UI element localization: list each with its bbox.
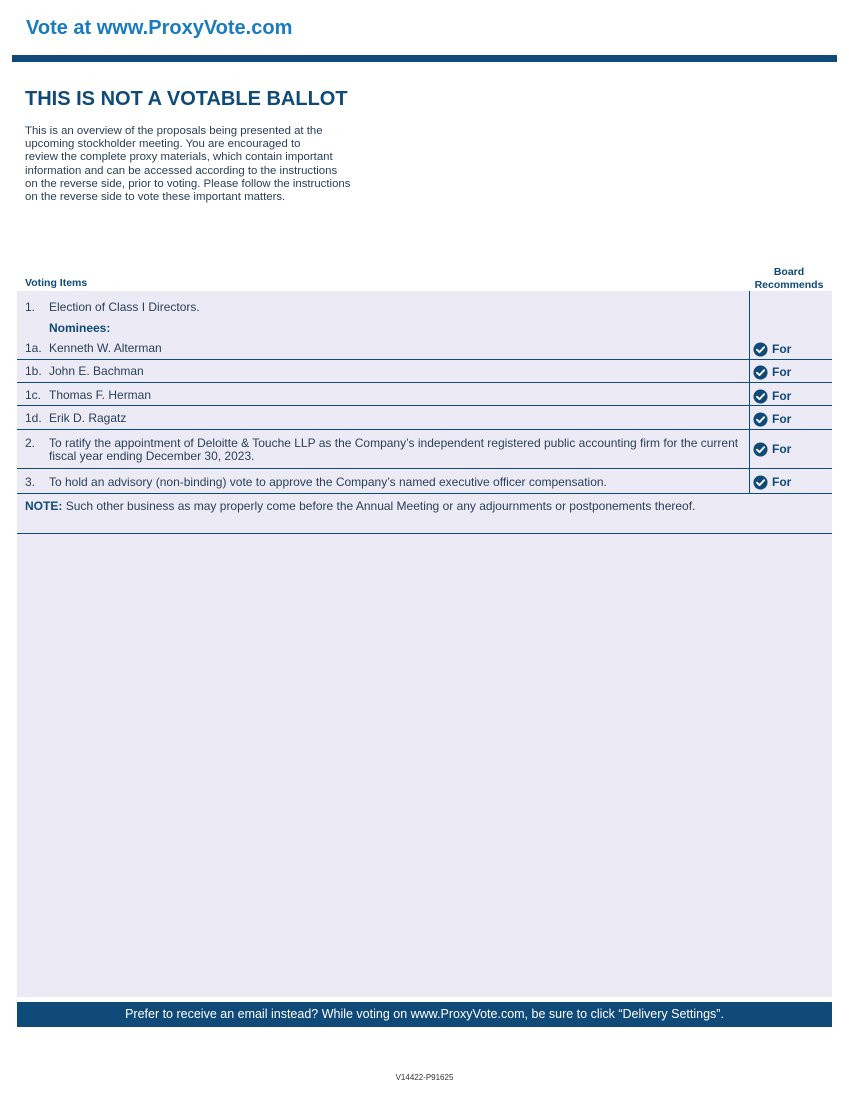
check-circle-icon (753, 475, 768, 490)
check-circle-icon (753, 412, 768, 427)
item-number: 1. (25, 300, 36, 314)
recommendation-label: For (772, 389, 792, 403)
intro-line: on the reverse side, prior to voting. Please follow the instructions (25, 177, 351, 190)
check-circle-icon (753, 365, 768, 380)
recommendation-3 (753, 474, 791, 490)
item-text: To ratify the appointment of Deloitte & Touche LLP as the Company’s independent registered public accounting firm for the current fiscal year ending December 30, 2023. (49, 436, 739, 463)
row-divider (17, 359, 832, 360)
recommendation-1c (753, 388, 791, 404)
voting-item-1d (25, 412, 126, 424)
note-divider (17, 533, 832, 534)
recommendation-label: For (772, 475, 792, 489)
voting-item-1b (25, 365, 144, 377)
intro-paragraph (25, 125, 425, 204)
item-number: 1b. (25, 364, 42, 378)
recommendation-1b (753, 364, 791, 380)
voting-items-header: Voting Items (25, 277, 88, 289)
header-rule (12, 55, 837, 62)
intro-line: upcoming stockholder meeting. You are encouraged to (25, 138, 301, 151)
recommendation-label: For (772, 442, 792, 456)
item-number: 2. (25, 436, 36, 450)
item-number: 3. (25, 475, 36, 489)
item-text: Kenneth W. Alterman (49, 341, 162, 355)
check-circle-icon (753, 389, 768, 404)
row-divider (17, 429, 832, 430)
item-text: To hold an advisory (non-binding) vote to approve the Company’s named executive officer compensation. (49, 475, 607, 489)
check-circle-icon (753, 342, 768, 357)
voting-item-1c (25, 389, 151, 401)
intro-line: information and can be accessed according to the instructions (25, 164, 338, 177)
intro-line: This is an overview of the proposals being presented at the (25, 125, 323, 137)
recommendation-1a (753, 341, 791, 357)
recommends-label: Recommends (754, 279, 824, 291)
footer-banner: Prefer to receive an email instead? While voting on www.ProxyVote.com, be sure to click “Delivery Settings”. (17, 1002, 832, 1027)
check-circle-icon (753, 442, 768, 457)
intro-line: on the reverse side to vote these important matters. (25, 191, 286, 204)
note-text (25, 500, 745, 513)
board-label: Board (773, 266, 805, 278)
board-recommends-header (748, 266, 830, 292)
document-code: V14422-P91625 (395, 1073, 454, 1082)
recommendation-1d (753, 411, 791, 427)
page-title: THIS IS NOT A VOTABLE BALLOT (25, 88, 348, 110)
item-number: 1c. (25, 388, 42, 402)
intro-line: review the complete proxy materials, which contain important (25, 151, 333, 164)
column-divider (749, 291, 750, 494)
recommendation-label: For (772, 365, 792, 379)
item-text: John E. Bachman (49, 364, 144, 378)
vote-link[interactable]: Vote at www.ProxyVote.com (26, 17, 293, 39)
voting-item-1a (25, 342, 162, 354)
item-number: 1d. (25, 411, 42, 425)
row-divider (17, 405, 832, 406)
item-number: 1a. (25, 341, 42, 355)
recommendation-label: For (772, 412, 792, 426)
voting-item-3 (25, 476, 607, 488)
row-divider (17, 468, 832, 469)
row-divider (17, 382, 832, 383)
item-text: Election of Class I Directors. (49, 300, 200, 314)
note-body: Such other business as may properly come before the Annual Meeting or any adjournments or postponements thereof. (65, 499, 696, 513)
voting-item-1 (25, 301, 200, 313)
item-text: Erik D. Ragatz (49, 411, 127, 425)
voting-item-2 (25, 437, 749, 462)
note-label: NOTE: (25, 499, 63, 513)
row-divider (17, 493, 832, 494)
item-text: Thomas F. Herman (49, 388, 152, 402)
nominees-label: Nominees: (49, 321, 111, 335)
recommendation-2 (753, 441, 791, 457)
recommendation-label: For (772, 342, 792, 356)
